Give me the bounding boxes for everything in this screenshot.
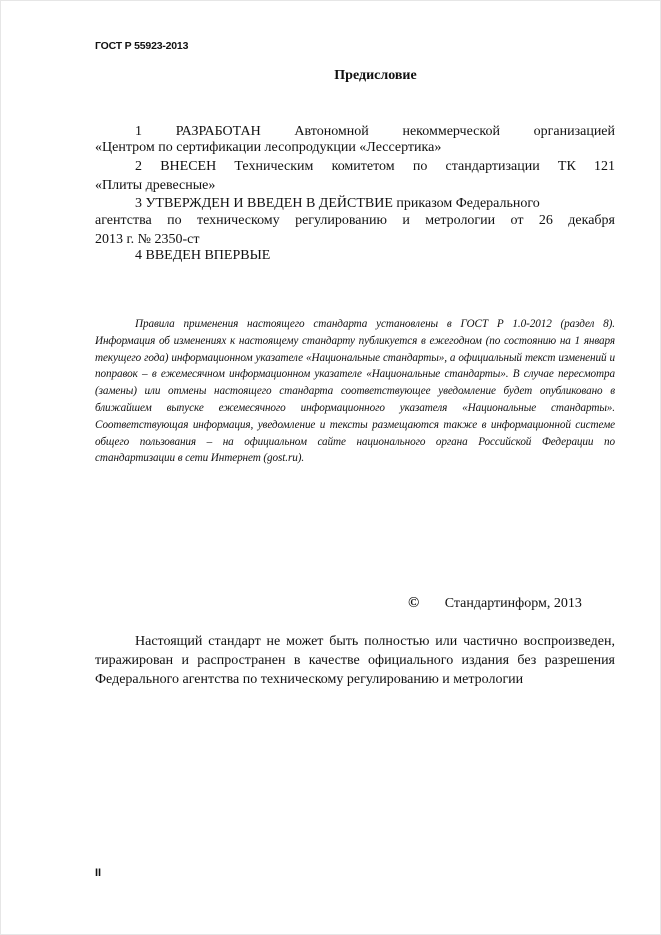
item-number: 2	[135, 159, 142, 174]
item-keyword: ВВЕДЕН ВПЕРВЫЕ	[145, 248, 271, 263]
foreword-item-3-continuation: агентства по техническому регулированию и метрологии от 26 декабря	[95, 213, 615, 228]
item-number: 3	[135, 196, 142, 211]
copyright-icon: ©	[408, 595, 420, 611]
item-number: 1	[135, 124, 142, 139]
foreword-item-1-continuation: «Центром по сертификации лесопродукции «Лессертика»	[95, 140, 442, 155]
item-text: Техническим комитетом по стандартизации ТК 121	[234, 159, 615, 174]
copyright-line	[408, 595, 582, 612]
reproduction-restriction-paragraph: Настоящий стандарт не может быть полностью или частично воспроизведен, тиражирован и распространен в качестве официального издания без разрешения Федерального агентства по техническому регулированию и метрологии	[95, 634, 615, 687]
application-rules-notice: Правила применения настоящего стандарта установлены в ГОСТ Р 1.0-2012 (раздел 8). Информация об изменениях к настоящему стандарту публикуется в ежегодном (по состоянию на 1 января текущего года) информационном указателе «Национальные стандарты», а официальный текст изменений и поправок – в ежемесячном информационном указателе «Национальные стандарты». В случае пересмотра (замены) или отмены настоящего стандарта соответствующее уведомление будет опубликовано в ближайшем выпуске ежемесячного информационного указателя «Национальные стандарты». Соответствующая информация, уведомление и тексты размещаются также в информационной системе общего пользования – на официальном сайте национального органа Российской Федерации по стандартизации в сети Интернет (gost.ru).	[95, 318, 615, 465]
foreword-item-3-date: 2013 г. № 2350-ст	[95, 232, 200, 247]
standard-code-header: ГОСТ Р 55923-2013	[95, 40, 189, 52]
item-keyword: РАЗРАБОТАН	[175, 124, 261, 139]
item-keyword: УТВЕРЖДЕН И ВВЕДЕН В ДЕЙСТВИЕ	[145, 196, 393, 211]
page-number: II	[95, 867, 102, 879]
item-text: приказом Федерального	[396, 196, 540, 211]
item-text: Автономной некоммерческой организацией	[294, 124, 616, 139]
page-title: Предисловие	[334, 68, 417, 83]
foreword-item-2	[95, 157, 615, 176]
foreword-item-2-continuation: «Плиты древесные»	[95, 178, 216, 193]
item-keyword: ВНЕСЕН	[160, 159, 217, 174]
copyright-text: Стандартинформ, 2013	[444, 596, 582, 611]
item-number: 4	[135, 248, 142, 263]
foreword-item-4	[95, 246, 615, 265]
